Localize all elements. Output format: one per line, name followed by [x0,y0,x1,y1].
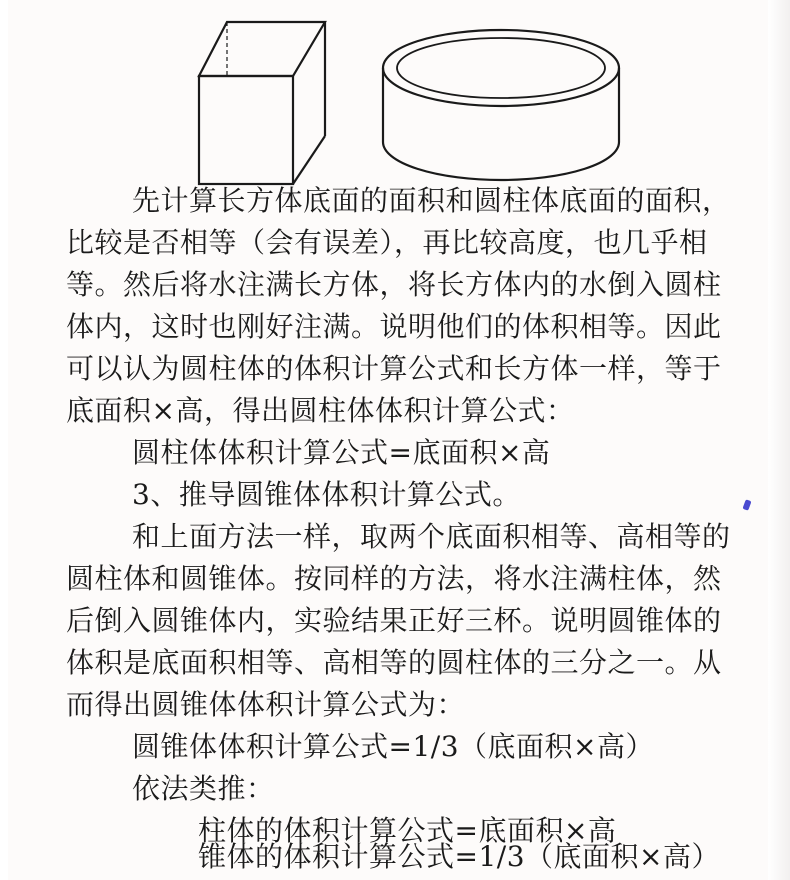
text-line-12: 体积是底面积相等、高相等的圆柱体的三分之一。从 [66,646,722,679]
formula-cylinder: 圆柱体体积计算公式=底面积×高 [132,436,551,469]
text-line-9: 和上面方法一样，取两个底面积相等、高相等的 [132,520,731,553]
text-line-2: 比较是否相等（会有误差），再比较高度，也几乎相 [66,226,708,259]
text-line-1: 先计算长方体底面的面积和圆柱体底面的面积， [132,184,731,217]
text-line-3: 等。然后将水注满长方体，将长方体内的水倒入圆柱 [66,268,722,301]
text-line-10: 圆柱体和圆锥体。按同样的方法，将水注满柱体，然 [66,562,722,595]
page-left-edge [0,0,8,880]
formula-cone: 圆锥体体积计算公式=1/3（底面积×高） [132,730,654,763]
page-right-edge [768,0,790,880]
text-line-4: 体内，这时也刚好注满。说明他们的体积相等。因此 [66,310,722,343]
text-line-15: 依法类推： [132,772,275,805]
ink-mark [742,499,751,510]
formula-pyramid: 锥体的体积计算公式=1/3（底面积×高） [198,840,720,873]
text-line-6: 底面积×高，得出圆柱体体积计算公式： [66,394,575,427]
text-line-11: 后倒入圆锥体内，实验结果正好三杯。说明圆锥体的 [66,604,722,637]
text-line-5: 可以认为圆柱体的体积计算公式和长方体一样，等于 [66,352,722,385]
cylinder-icon [383,30,619,180]
text-line-13: 而得出圆锥体体积计算公式为： [66,688,466,721]
figures [185,18,625,188]
rectangular-box-icon [199,22,325,184]
formula-prism: 柱体的体积计算公式=底面积×高 [198,814,617,847]
section-heading-3: 3、推导圆锥体体积计算公式。 [132,478,521,511]
